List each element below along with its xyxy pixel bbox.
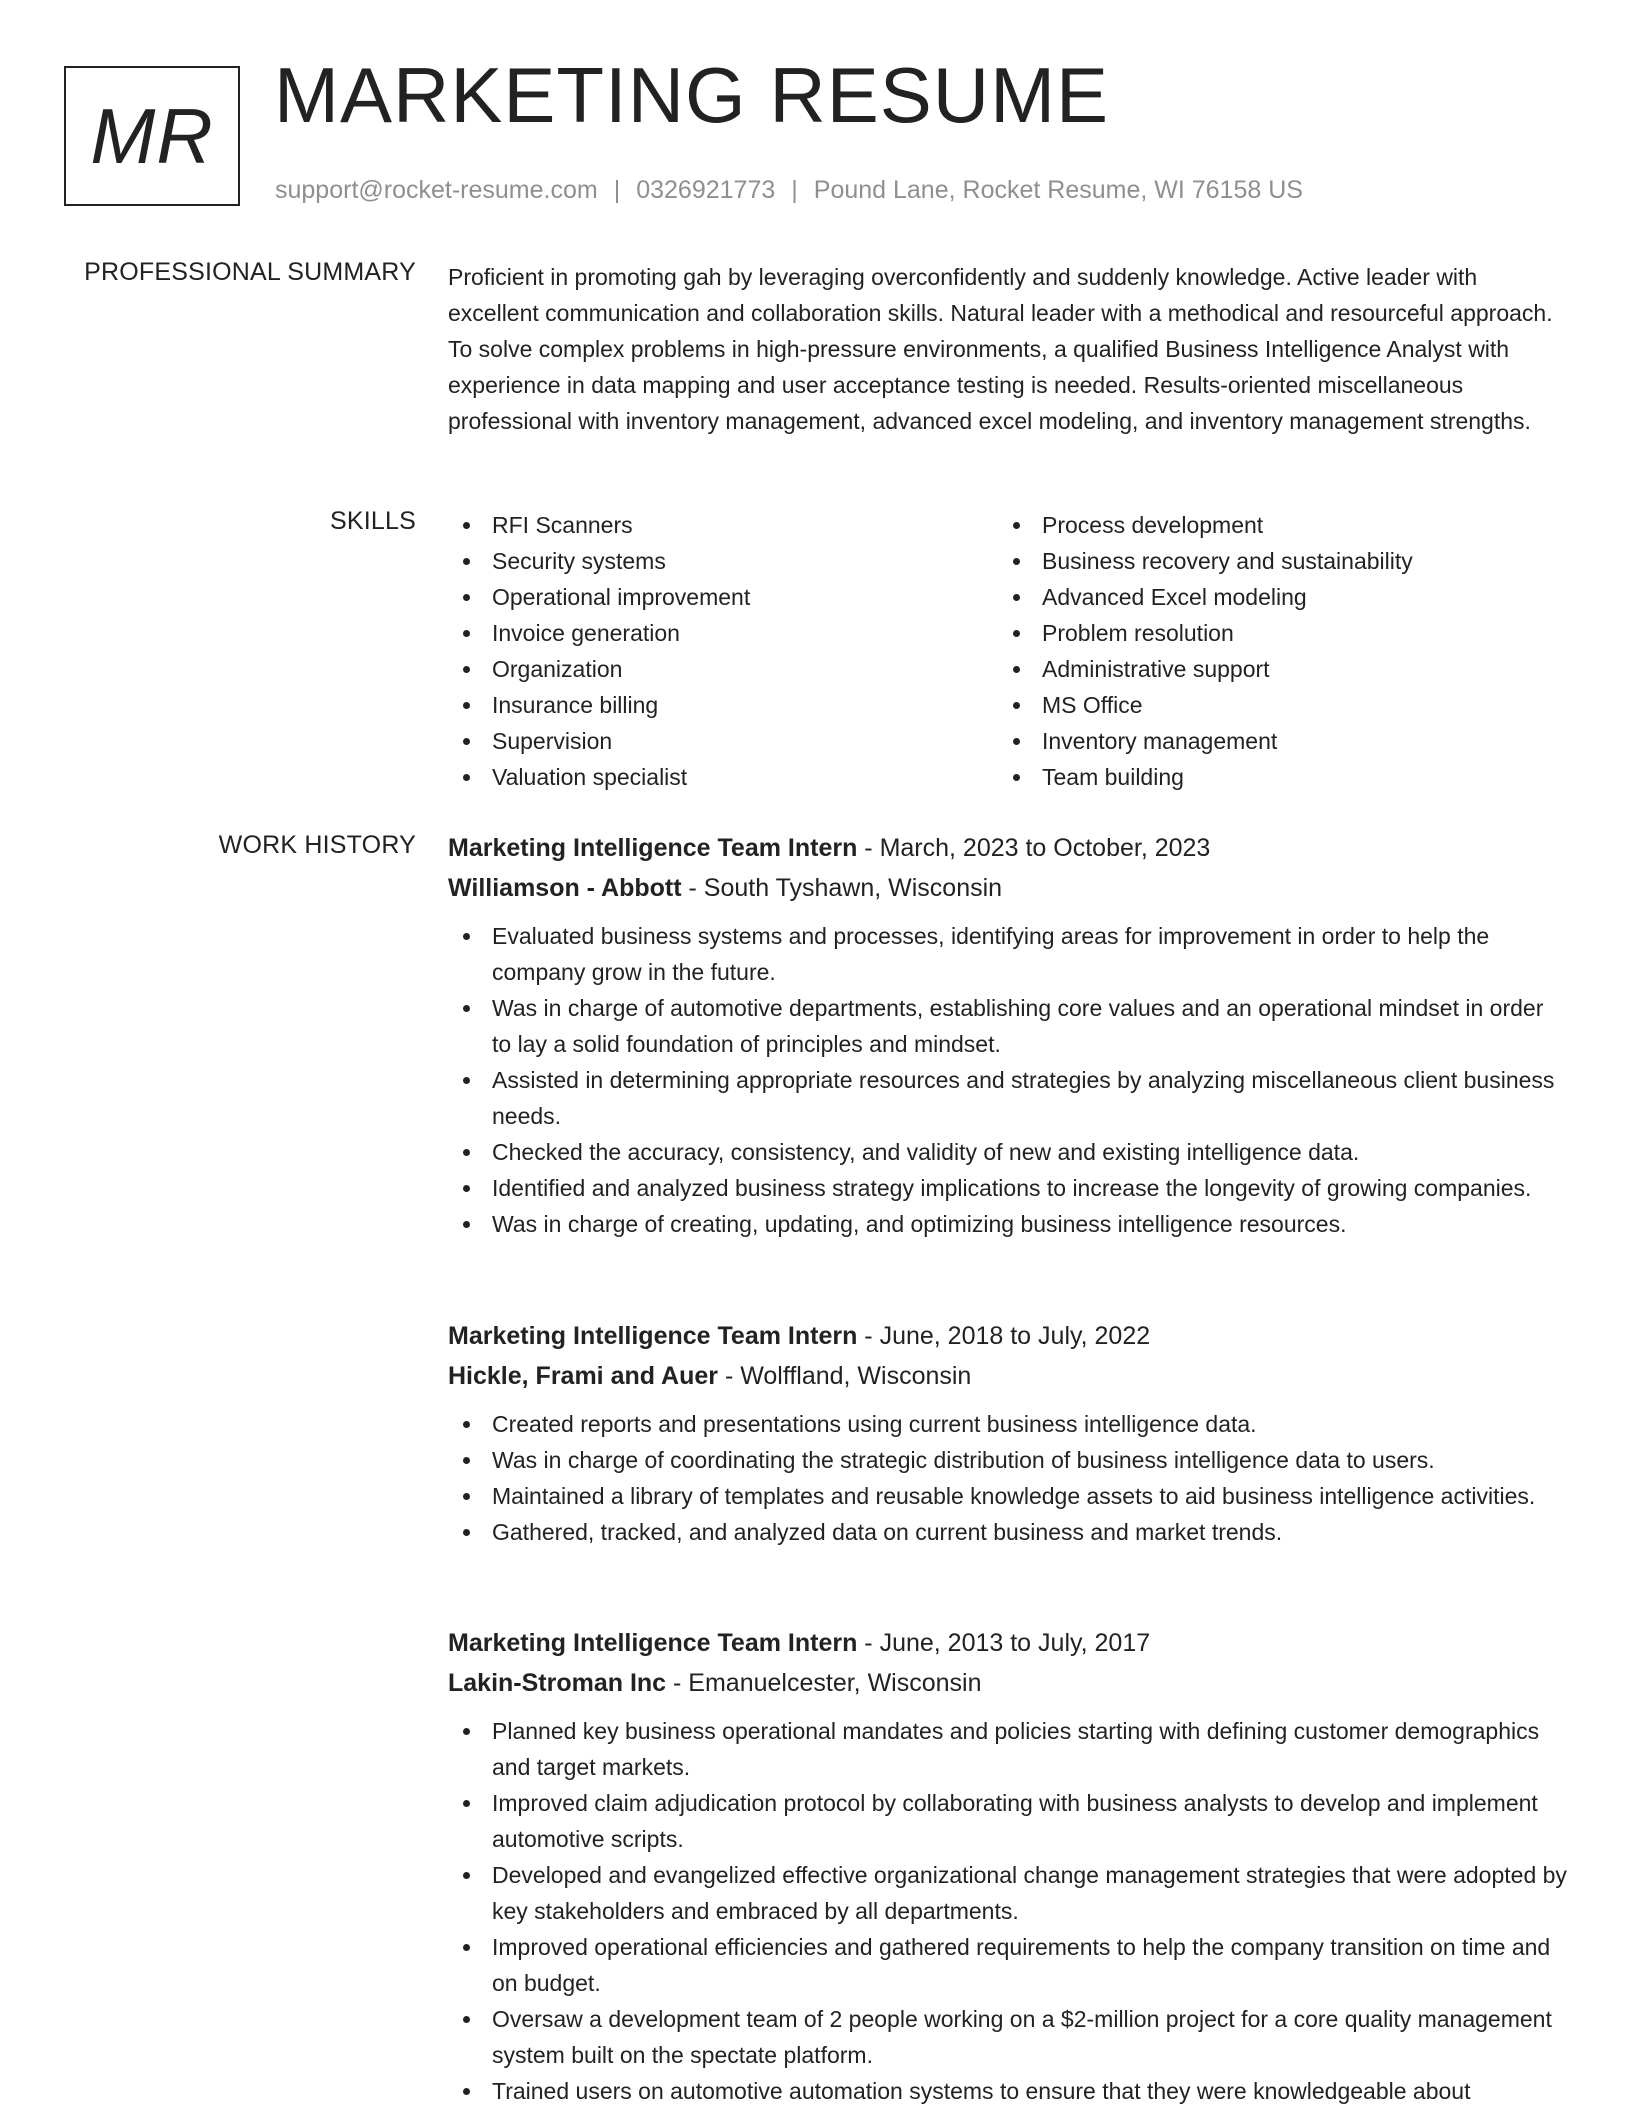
job-title-line xyxy=(448,1316,1568,1356)
job-bullet-list xyxy=(448,1406,1568,1550)
job-dates: - June, 2013 to July, 2017 xyxy=(857,1629,1151,1657)
job-title: Marketing Intelligence Team Intern xyxy=(448,1629,858,1657)
job-company: Hickle, Frami and Auer xyxy=(448,1362,718,1390)
job-company-line xyxy=(448,1356,1568,1396)
contact-separator: | xyxy=(613,176,621,204)
skill-item: Insurance billing xyxy=(448,687,998,723)
contact-phone[interactable]: 0326921773 xyxy=(636,176,776,204)
job-bullet: Planned key business operational mandates and policies starting with defining customer demographics and target markets. xyxy=(448,1713,1568,1785)
job-location: - Wolffland, Wisconsin xyxy=(718,1362,972,1390)
skill-item: Administrative support xyxy=(998,651,1548,687)
job-bullet: Improved operational efficiencies and gathered requirements to help the company transition on time and on budget. xyxy=(448,1929,1568,2001)
skills-heading: SKILLS xyxy=(330,507,416,535)
summary-text: Proficient in promoting gah by leveraging overconfidently and suddenly knowledge. Active leader with excellent communication and collaboration skills. Natural leader with a methodical and resourceful approach. To solve complex problems in high-pressure environments, a qualified Business Intelligence Analyst with experience in data mapping and user acceptance testing is needed. Results-oriented miscellaneous professional with inventory management, advanced excel modeling, and inventory management strengths. xyxy=(448,264,1553,434)
job-bullet: Identified and analyzed business strategy implications to increase the longevity of growing companies. xyxy=(448,1170,1568,1206)
skill-item: Problem resolution xyxy=(998,615,1548,651)
job-entry xyxy=(448,828,1568,1242)
monogram-initials: MR xyxy=(90,92,214,180)
contact-line xyxy=(275,176,1303,205)
job-bullet: Assisted in determining appropriate resources and strategies by analyzing miscellaneous client business needs. xyxy=(448,1062,1568,1134)
skill-item: Operational improvement xyxy=(448,579,998,615)
job-bullet: Oversaw a development team of 2 people working on a $2-million project for a core quality management system built on the spectate platform. xyxy=(448,2001,1568,2073)
job-location: - South Tyshawn, Wisconsin xyxy=(681,874,1003,902)
job-company-line xyxy=(448,1663,1568,1703)
skill-item: Invoice generation xyxy=(448,615,998,651)
job-entry xyxy=(448,1623,1568,2109)
skills-section xyxy=(448,507,1568,795)
skill-item: Security systems xyxy=(448,543,998,579)
job-entry xyxy=(448,1316,1568,1550)
work-history-heading: WORK HISTORY xyxy=(218,831,416,859)
summary-section xyxy=(448,259,1568,439)
job-company: Williamson - Abbott xyxy=(448,874,682,902)
skill-item: Inventory management xyxy=(998,723,1548,759)
job-bullet-list xyxy=(448,1713,1568,2109)
job-title-line xyxy=(448,1623,1568,1663)
skill-item: Valuation specialist xyxy=(448,759,998,795)
job-bullet: Developed and evangelized effective organizational change management strategies that were adopted by key stakeholders and embraced by all departments. xyxy=(448,1857,1568,1929)
job-company-line xyxy=(448,868,1568,908)
job-location: - Emanuelcester, Wisconsin xyxy=(666,1669,982,1697)
skill-item: Organization xyxy=(448,651,998,687)
skill-item: Advanced Excel modeling xyxy=(998,579,1548,615)
resume-title: MARKETING RESUME xyxy=(274,51,1110,139)
job-bullet: Was in charge of creating, updating, and optimizing business intelligence resources. xyxy=(448,1206,1568,1242)
job-bullet-list xyxy=(448,918,1568,1242)
skill-item: MS Office xyxy=(998,687,1548,723)
monogram-box xyxy=(64,66,240,206)
skill-item: RFI Scanners xyxy=(448,507,998,543)
job-title: Marketing Intelligence Team Intern xyxy=(448,834,858,862)
job-bullet: Created reports and presentations using current business intelligence data. xyxy=(448,1406,1568,1442)
job-company: Lakin-Stroman Inc xyxy=(448,1669,667,1697)
job-bullet: Trained users on automotive automation systems to ensure that they were knowledgeable about xyxy=(448,2073,1568,2109)
job-dates: - June, 2018 to July, 2022 xyxy=(857,1322,1151,1350)
skill-item: Business recovery and sustainability xyxy=(998,543,1548,579)
job-bullet: Gathered, tracked, and analyzed data on current business and market trends. xyxy=(448,1514,1568,1550)
job-dates: - March, 2023 to October, 2023 xyxy=(857,834,1211,862)
skills-list-left xyxy=(448,507,998,795)
contact-address: Pound Lane, Rocket Resume, WI 76158 US xyxy=(813,176,1303,204)
job-title: Marketing Intelligence Team Intern xyxy=(448,1322,858,1350)
skills-list-right xyxy=(998,507,1548,795)
contact-separator: | xyxy=(791,176,798,204)
job-bullet: Improved claim adjudication protocol by collaborating with business analysts to develop and implement automotive scripts. xyxy=(448,1785,1568,1857)
job-bullet: Was in charge of coordinating the strategic distribution of business intelligence data to users. xyxy=(448,1442,1568,1478)
summary-heading: PROFESSIONAL SUMMARY xyxy=(84,258,416,286)
job-bullet: Checked the accuracy, consistency, and validity of new and existing intelligence data. xyxy=(448,1134,1568,1170)
job-bullet: Evaluated business systems and processes, identifying areas for improvement in order to help the company grow in the future. xyxy=(448,918,1568,990)
job-bullet: Was in charge of automotive departments, establishing core values and an operational mindset in order to lay a solid foundation of principles and mindset. xyxy=(448,990,1568,1062)
skill-item: Supervision xyxy=(448,723,998,759)
job-bullet: Maintained a library of templates and reusable knowledge assets to aid business intelligence activities. xyxy=(448,1478,1568,1514)
job-title-line xyxy=(448,828,1568,868)
contact-email[interactable]: support@rocket-resume.com xyxy=(275,176,598,204)
skill-item: Team building xyxy=(998,759,1548,795)
skill-item: Process development xyxy=(998,507,1548,543)
